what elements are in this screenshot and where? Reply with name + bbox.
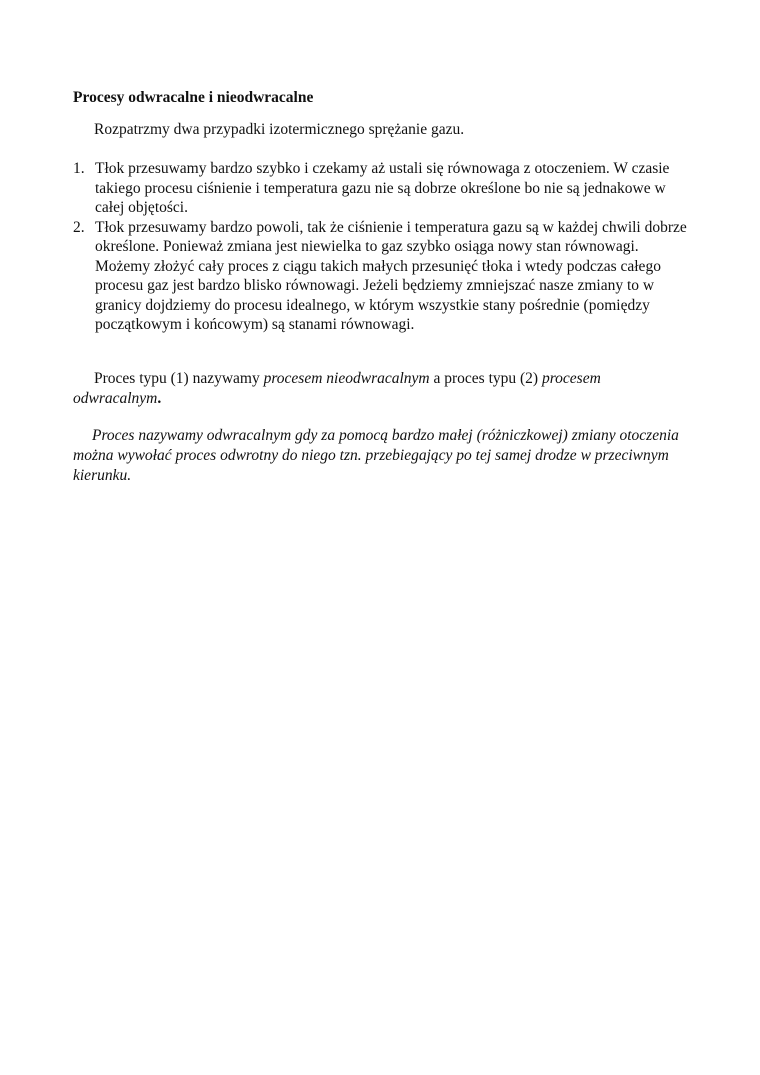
list-item-number: 1.	[73, 160, 85, 177]
paragraph-text: a proces typu (2)	[429, 370, 542, 387]
paragraph-text: Proces typu (1) nazywamy	[94, 370, 264, 387]
term-irreversible: procesem nieodwracalnym	[263, 370, 430, 387]
list-item	[73, 218, 693, 335]
term-reversible: procesem odwracalnym	[73, 370, 601, 407]
paragraph-end: .	[157, 390, 162, 407]
list-item-text: Tłok przesuwamy bardzo szybko i czekamy aż ustali się równowaga z otoczeniem. W czasie takiego procesu ciśnienie i temperatura gazu nie są dobrze określone bo nie są jednakowe w całej objętości.	[95, 160, 670, 216]
list-item-number: 2.	[73, 218, 85, 236]
process-list	[73, 159, 693, 335]
section-heading: Procesy odwracalne i nieodwracalne	[73, 89, 314, 106]
definition-paragraph	[73, 369, 673, 409]
reversible-definition-paragraph: Proces nazywamy odwracalnym gdy za pomocą bardzo małej (różniczkowej) zmiany otoczenia można wywołać proces odwrotny do niego tzn. przebiegający po tej samej drodze w przeciwnym kierunku.	[73, 427, 679, 484]
list-item-text: Tłok przesuwamy bardzo powoli, tak że ciśnienie i temperatura gazu są w każdej chwili dobrze określone. Ponieważ zmiana jest niewielka to gaz szybko osiąga nowy stan równowagi. Możemy złożyć cały proces z ciągu takich małych przesunięć tłoka i wtedy podczas całego procesu gaz jest bardzo blisko równowagi. Jeżeli będziemy zmniejszać nasze zmiany to w granicy dojdziemy do procesu idealnego, w którym wszystkie stany pośrednie (pomiędzy początkowym i końcowym) są stanami równowagi.	[95, 218, 687, 333]
intro-paragraph: Rozpatrzmy dwa przypadki izotermicznego sprężanie gazu.	[94, 121, 465, 138]
list-item	[73, 159, 693, 218]
